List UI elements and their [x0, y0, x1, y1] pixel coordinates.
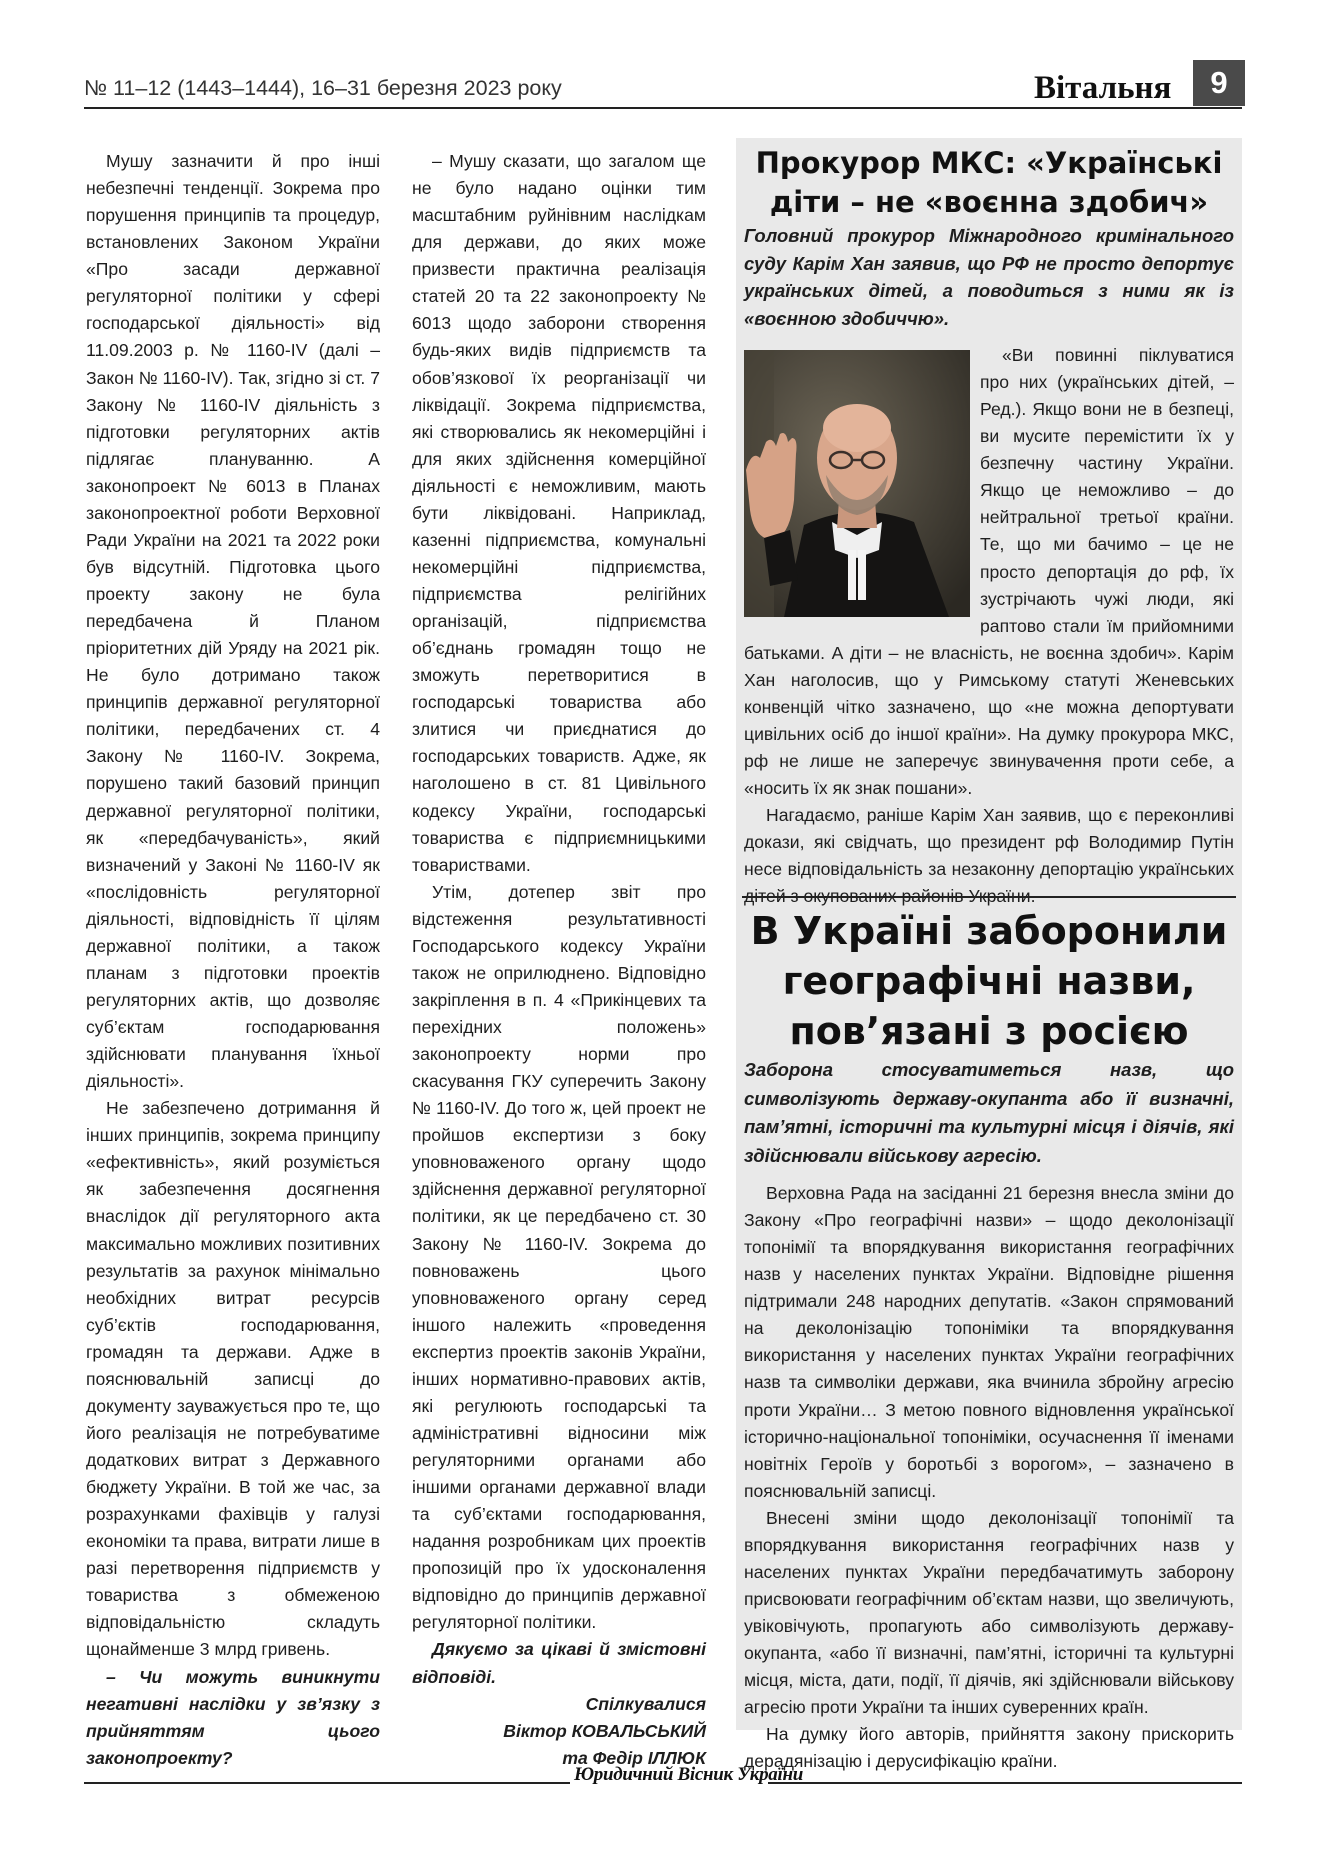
interview-question: – Чи можуть виникнути негативні наслідки у зв’язку з прийняттям цього законопроекту? — [86, 1666, 380, 1768]
newspaper-logo: Юридичний Вісник України — [574, 1764, 803, 1785]
issue-info: № 11–12 (1443–1444), 16–31 березня 2023 року — [84, 76, 562, 100]
paragraph: Нагадаємо, раніше Карім Хан заявив, що є переконливі докази, які свідчать, що президент рф Володимир Путін несе відповідальність за незаконну депортацію українських дітей з окупованих районів України. — [744, 805, 1234, 907]
paragraph: Внесені зміни щодо деколонізації топонімії та впорядкування використання географічних назв у населених пунктах України передбачатимуть заборону присвоювати географічним об’єктам назви, що звеличують, увіковічують, пропагують або символізують державу-окупанта, «або її визначні, пам’ятні, історичні та культурні місця, міста, дати, події, її діячів, які здійснювали військову агресію проти України та інших суверенних країн. — [744, 1507, 1234, 1718]
footer-divider — [84, 1782, 570, 1784]
closing-thanks: Дякуємо за цікаві й змістовні відповіді. — [412, 1639, 706, 1687]
section-title: Вітальня — [1034, 70, 1172, 106]
portrait-illustration — [744, 350, 970, 617]
story-headline: В Україні заборонили географічні назви, пов’язані з росією — [750, 909, 1228, 1053]
header-divider — [84, 107, 1242, 109]
paragraph: Не забезпечено дотримання й інших принципів, зокрема принципу «ефективність», який розуміється як забезпечення досягнення внаслідок дії регуляторного акта максимально можливих позитивних результатів за рахунок мінімально необхідних витрат ресурсів суб’єктів господарювання, громадян та держави. Адже в пояснювальній записці до документу зауважується про те, що його реалізація не потребуватиме додаткових витрат з Державного бюджету України. В той же час, за розрахунками фахівців у галузі економіки та права, витрати лише в разі перетворення підприємств у товариства з обмеженою відповідальністю складуть щонайменше 3 млрд гривень. — [86, 1098, 380, 1660]
signature-block — [412, 1691, 706, 1772]
author-name: Віктор КОВАЛЬСЬКИЙ — [503, 1720, 706, 1741]
story-lead: Заборона стосуватиметься назв, що символізують державу-окупанта або її визначні, пам’ятні, історичні та культурні місця і діячів, які здійснювали військову агресію. — [744, 1059, 1234, 1166]
paragraph: – Мушу сказати, що загалом ще не було надано оцінки тим масштабним руйнівним наслідкам для держави, до яких може призвести практична реалізація статей 20 та 22 законопроекту № 6013 щодо заборони створення будь-яких видів підприємств та обов’язкової їх реорганізації чи ліквідації. Зокрема підприємства, які створювались як некомерційні і для яких здійснення комерційної діяльності є неможливим, мають бути ліквідовані. Наприклад, казенні підприємства, комунальні некомерційні підприємства, підприємства релігійних організацій, підприємства об’єднань громадян тощо не зможуть перетворитися в господарські товариства або злитися чи приєднатися до господарських товариств. Адже, як наголошено в ст. 81 Цивільного кодексу України, господарські товариства є підприємницькими товариствами. — [412, 151, 706, 875]
paragraph: «Ви повинні піклуватися про них (українських дітей, – Ред.). Якщо вони не в безпеці, ви мусите перемістити їх у безпечну частину України. Якщо це неможливо – до нейтральної третьої країни. Те, що ми бачимо – це не просто депортація до рф, їх зустрічають чужі люди, які раптово стали їм прийомними батьками. А діти – не власність, не воєнна здобич». Карім Хан наголосив, що у Римському статуті Женевських конвенцій чітко зазначено, що «не можна депортувати цивільних осіб до іншої країни». На думку прокурора МКС, рф не лише не заперечує звинувачення проти себе, а «носить їх як знак пошани». — [744, 345, 1234, 798]
signature-intro: Спілкувалися — [585, 1693, 706, 1714]
paragraph: Верховна Рада на засіданні 21 березня внесла зміни до Закону «Про географічні назви» – щодо деколонізації топонімії та впорядкування використання географічних назв у населених пунктах України. Відповідне рішення підтримали 248 народних депутатів. «Закон спрямований на деколонізацію топоніміки та впорядкування використання у населених пунктах України географічних назв та символіки держави, яка вчинила збройну агресію проти України… З метою повного відновлення української історично-національної топоніміки, осучаснення її іменами новітніх Героїв у боротьбі з ворогом», – зазначено в пояснювальній записці. — [744, 1183, 1234, 1501]
paragraph: Утім, дотепер звіт про відстеження результативності Господарського кодексу України також не оприлюднено. Відповідно закріплення в п. 4 «Прикінцевих та перехідних положень» законопроекту норми про скасування ГКУ суперечить Закону № 1160-IV. До того ж, цей проект не пройшов експертизи з боку уповноваженого органу щодо здійснення державної регуляторної політики, як це передбачено ст. 30 Закону № 1160-IV. Зокрема до повноважень цього уповноваженого органу серед іншого належить «проведення експертиз проектів законів України, інших нормативно-правових актів, які регулюють господарські та адміністративні відносини між регуляторними органами або іншими органами державної влади та суб’єктами господарювання, надання розробникам цих проектів пропозицій про їх удосконалення відповідно до принципів державної регуляторної політики. — [412, 881, 706, 1633]
interview-column-2 — [412, 148, 706, 1772]
news-sidebar — [736, 138, 1242, 1772]
paragraph: На думку його авторів, прийняття закону прискорить дерадянізацію і дерусифікацію країни. — [744, 1724, 1234, 1772]
story-lead: Головний прокурор Міжнародного кримінального суду Карім Хан заявив, що РФ не просто депортує українських дітей, а поводиться з ними як із «воєнною здобиччю». — [744, 225, 1234, 329]
prosecutor-photo — [744, 350, 970, 617]
story-headline: Прокурор МКС: «Українські діти – не «воєнна здобич» — [755, 146, 1223, 219]
paragraph: Мушу зазначити й про інші небезпечні тенденції. Зокрема про порушення принципів та процедур, встановлених Законом України «Про засади державної регуляторної політики у сфері господарської діяльності» від 11.09.2003 р. № 1160-IV (далі – Закон № 1160-IV). Так, згідно зі ст. 7 Закону № 1160-IV діяльність з підготовки регуляторних актів підлягає плануванню. А законопроект № 6013 в Планах законопроектної роботи Верховної Ради України на 2021 та 2022 роки був відсутній. Підготовка цього проекту закону не була передбачена й Планом пріоритетних дій Уряду на 2021 рік. Не було дотримано також принципів державної регуляторної політики, передбачених ст. 4 Закону № 1160-IV. Зокрема, порушено такий базовий принцип державної регуляторної політики, як «передбачуваність», який визначений у Законі № 1160-IV як «послідовність регуляторної діяльності, відповідність її цілям державної політики, а також планам з підготовки проектів регуляторних актів, що дозволяє суб’єктам господарювання здійснювати планування їхньої діяльності». — [86, 151, 380, 1092]
story-body — [744, 1180, 1234, 1775]
interview-column-1 — [86, 148, 380, 1772]
story-divider — [742, 896, 1236, 898]
author-name: та Федір ІЛЛЮК — [562, 1747, 706, 1768]
page-number: 9 — [1193, 60, 1245, 106]
footer-divider — [768, 1782, 1242, 1784]
